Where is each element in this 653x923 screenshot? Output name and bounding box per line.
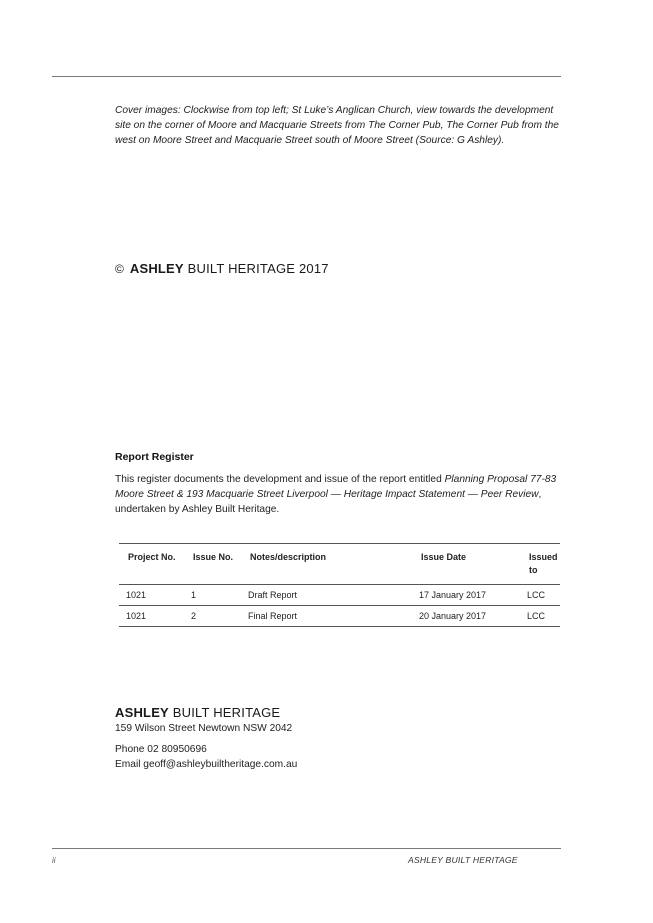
table-row — [119, 606, 560, 627]
intro-text-before: This register documents the development and issue of the report entitled — [115, 474, 445, 485]
cell-date: 17 January 2017 — [412, 585, 520, 606]
cell-project: 1021 — [119, 606, 184, 627]
cell-issue: 1 — [184, 585, 241, 606]
firm-name — [115, 705, 280, 720]
cell-issue: 2 — [184, 606, 241, 627]
copyright-line — [115, 261, 329, 276]
header-rule — [52, 76, 561, 77]
col-issue-no: Issue No. — [184, 544, 241, 585]
cell-issued-to: LCC — [520, 606, 560, 627]
cell-issued-to: LCC — [520, 585, 560, 606]
cell-date: 20 January 2017 — [412, 606, 520, 627]
col-notes: Notes/description — [241, 544, 412, 585]
cell-notes: Draft Report — [241, 585, 412, 606]
intro-text-after: , undertaken by Ashley Built Heritage. — [115, 489, 542, 515]
copyright-symbol: © — [115, 262, 125, 276]
col-project-no: Project No. — [119, 544, 184, 585]
firm-email: Email geoff@ashleybuiltheritage.com.au — [115, 759, 298, 770]
firm-address: 159 Wilson Street Newtown NSW 2042 — [115, 723, 293, 734]
col-issued-to: Issued to — [520, 544, 560, 585]
col-issue-date: Issue Date — [412, 544, 520, 585]
cell-notes: Final Report — [241, 606, 412, 627]
firm-name-bold: ASHLEY — [115, 705, 169, 720]
footer-brand: ASHLEY BUILT HERITAGE — [408, 855, 518, 865]
copyright-brand-bold: ASHLEY — [129, 261, 184, 276]
footer-rule — [52, 848, 561, 849]
cell-project: 1021 — [119, 585, 184, 606]
report-register-intro — [115, 472, 565, 517]
report-register-table — [119, 543, 560, 627]
intro-report-title: Planning Proposal 77-83 Moore Street & 193 Macquarie Street Liverpool — Heritage Impact Statement — Peer Review — [115, 474, 557, 500]
footer-page-number: ii — [52, 856, 56, 865]
cover-caption: Cover images: Clockwise from top left; St Luke’s Anglican Church, view towards the development site on the corner of Moore and Macquarie Streets from The Corner Pub, The Corner Pub from the west on Moore Street and Macquarie Street south of Moore Street (Source: G Ashley). — [115, 105, 559, 146]
firm-name-rest: BUILT HERITAGE — [172, 705, 281, 720]
table-header-row — [119, 544, 560, 585]
report-register-heading: Report Register — [115, 451, 194, 463]
firm-phone: Phone 02 80950696 — [115, 744, 207, 755]
table-row — [119, 585, 560, 606]
copyright-brand-rest: BUILT HERITAGE 2017 — [187, 261, 329, 276]
